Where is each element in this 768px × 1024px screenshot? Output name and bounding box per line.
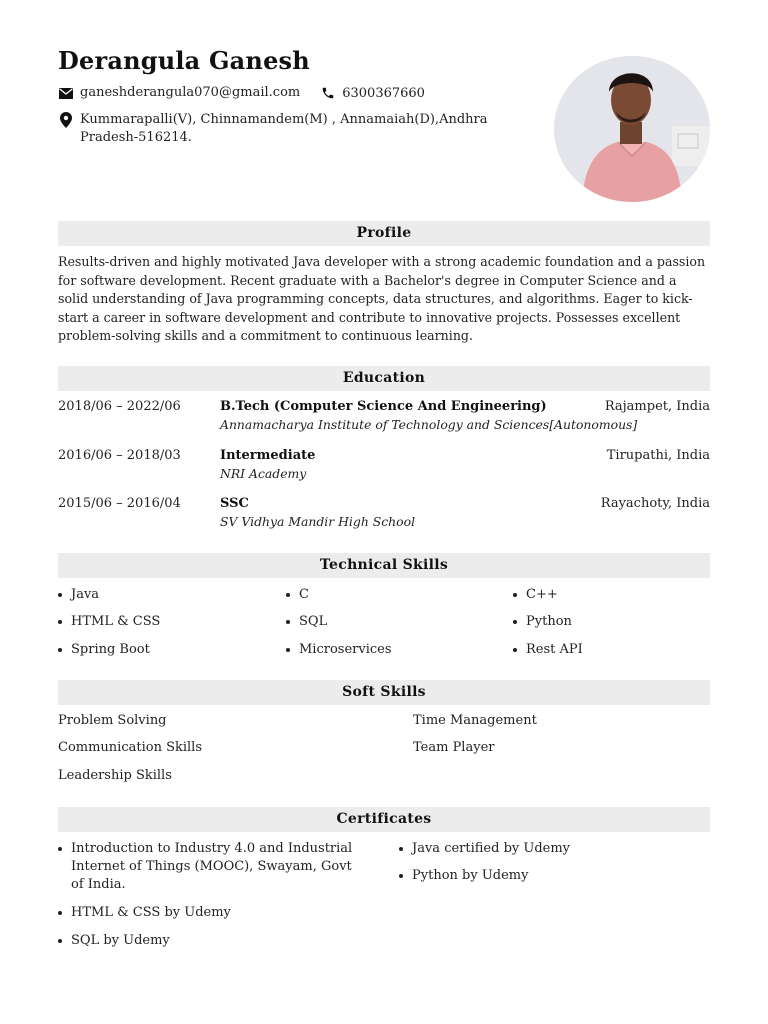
candidate-name: Derangula Ganesh: [58, 46, 310, 75]
certificate-item: [399, 867, 528, 885]
soft-skill-item: Problem Solving: [58, 713, 167, 728]
soft-skill-item: Time Management: [413, 713, 537, 728]
section-header-technical-skills: Technical Skills: [58, 553, 710, 578]
phone-group: [320, 85, 425, 101]
education-location: Tirupathi, India: [606, 448, 710, 463]
email-address[interactable]: ganeshderangula070@gmail.com: [80, 85, 301, 100]
bullet-icon: [58, 620, 62, 624]
profile-photo: [554, 56, 710, 202]
map-pin-icon: [58, 112, 74, 128]
contact-row-primary: [58, 85, 425, 101]
certificate-label: Introduction to Industry 4.0 and Industrial Internet of Things (MOOC), Swayam, Govt of India.: [71, 841, 353, 892]
skill-item: [286, 586, 309, 604]
bullet-icon: [513, 593, 517, 597]
soft-skill-item: Team Player: [413, 740, 495, 755]
certificate-label: HTML & CSS by Udemy: [71, 905, 231, 920]
skill-item: [513, 613, 572, 631]
bullet-icon: [58, 648, 62, 652]
bullet-icon: [286, 620, 290, 624]
skill-label: C: [299, 587, 309, 602]
skill-item: [58, 586, 99, 604]
bullet-icon: [513, 648, 517, 652]
education-institution: NRI Academy: [220, 466, 307, 481]
section-header-certificates: Certificates: [58, 807, 710, 832]
certificate-item: [58, 932, 170, 950]
skill-label: Spring Boot: [71, 642, 150, 657]
skill-label: HTML & CSS: [71, 614, 161, 629]
skill-label: Python: [526, 614, 572, 629]
education-dates: 2016/06 – 2018/03: [58, 448, 181, 463]
skill-item: [513, 586, 558, 604]
bullet-icon: [399, 874, 403, 878]
certificate-label: Python by Udemy: [412, 868, 529, 883]
bullet-icon: [58, 593, 62, 597]
education-degree: SSC: [220, 496, 249, 511]
skill-label: C++: [526, 587, 558, 602]
education-dates: 2018/06 – 2022/06: [58, 399, 181, 414]
contact-row-address: [58, 111, 528, 147]
certificate-item: [399, 840, 570, 858]
certificate-item: [58, 840, 358, 894]
bullet-icon: [286, 593, 290, 597]
skill-item: [58, 641, 150, 659]
education-location: Rajampet, India: [604, 399, 710, 414]
phone-icon: [320, 85, 336, 101]
envelope-icon: [58, 85, 74, 101]
skill-label: Rest API: [526, 642, 583, 657]
bullet-icon: [513, 620, 517, 624]
certificate-label: SQL by Udemy: [71, 933, 170, 948]
phone-number[interactable]: 6300367660: [342, 85, 425, 101]
bullet-icon: [58, 911, 62, 915]
section-header-education: Education: [58, 366, 710, 391]
certificate-item: [58, 904, 231, 922]
education-degree: Intermediate: [220, 448, 316, 463]
certificate-label: Java certified by Udemy: [412, 841, 571, 856]
section-header-soft-skills: Soft Skills: [58, 680, 710, 705]
address-text: Kummarapalli(V), Chinnamandem(M) , Annamaiah(D),Andhra Pradesh-516214.: [80, 112, 488, 145]
bullet-icon: [58, 939, 62, 943]
soft-skill-item: Communication Skills: [58, 740, 203, 755]
bullet-icon: [399, 847, 403, 851]
skill-item: [286, 641, 392, 659]
education-dates: 2015/06 – 2016/04: [58, 496, 181, 511]
bullet-icon: [286, 648, 290, 652]
section-header-profile: Profile: [58, 221, 710, 246]
skill-item: [513, 641, 583, 659]
bullet-icon: [58, 847, 62, 851]
soft-skill-item: Leadership Skills: [58, 768, 172, 783]
education-institution: SV Vidhya Mandir High School: [220, 514, 416, 529]
skill-label: SQL: [299, 614, 328, 629]
skill-item: [286, 613, 327, 631]
skill-label: Microservices: [299, 642, 392, 657]
education-institution: Annamacharya Institute of Technology and Sciences[Autonomous]: [220, 417, 638, 432]
skill-label: Java: [71, 587, 100, 602]
education-location: Rayachoty, India: [600, 496, 710, 511]
skill-item: [58, 613, 160, 631]
profile-summary: Results-driven and highly motivated Java developer with a strong academic foundation and a passion for software development. Recent graduate with a Bachelor's degree in Computer Science and a solid understanding of Java programming concepts, data structures, and algorithms. Eager to kick-start a career in software development and contribute to innovative projects. Possesses excellent problem-solving skills and a commitment to continuous learning.: [58, 254, 706, 343]
education-degree: B.Tech (Computer Science And Engineering): [220, 399, 547, 414]
